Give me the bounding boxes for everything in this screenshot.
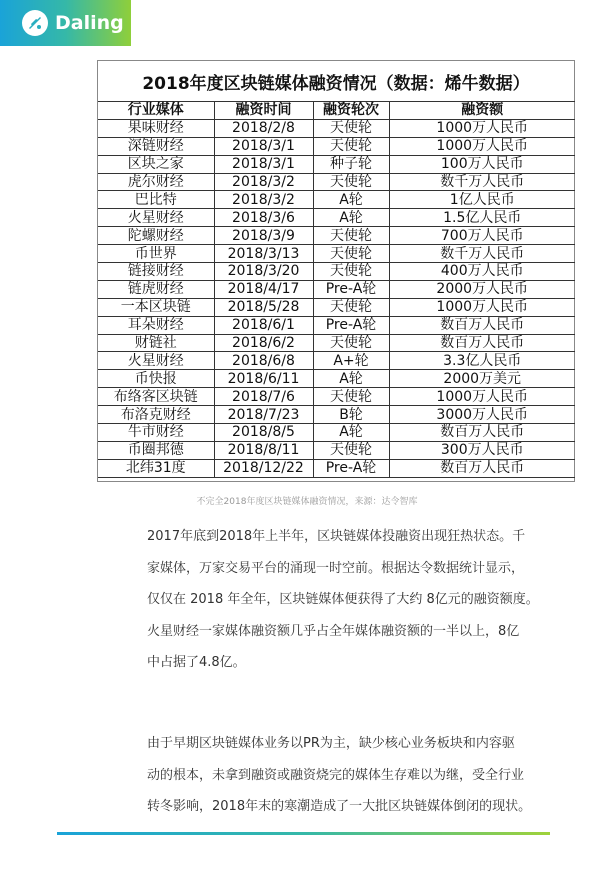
logo-icon bbox=[22, 10, 48, 36]
amount-cell: 2000万人民币 bbox=[389, 280, 575, 298]
table-row bbox=[98, 352, 575, 370]
date-cell: 2018/3/1 bbox=[214, 137, 313, 155]
table-row bbox=[98, 280, 575, 298]
table-row bbox=[98, 316, 575, 334]
round-cell: 天使轮 bbox=[313, 137, 389, 155]
round-cell: A轮 bbox=[313, 370, 389, 388]
paragraph-line: 动的根本，未拿到融资或融资烧完的媒体生存难以为继，受全行业 bbox=[147, 767, 525, 783]
date-cell: 2018/3/6 bbox=[214, 209, 313, 227]
amount-cell: 数百万人民币 bbox=[389, 334, 575, 352]
media-cell: 巴比特 bbox=[98, 191, 214, 209]
amount-cell: 1.5亿人民币 bbox=[389, 209, 575, 227]
round-cell: 天使轮 bbox=[313, 173, 389, 191]
amount-cell: 1000万人民币 bbox=[389, 137, 575, 155]
round-cell: A轮 bbox=[313, 191, 389, 209]
table-row bbox=[98, 424, 575, 442]
media-cell: 虎尔财经 bbox=[98, 173, 214, 191]
brand-logo bbox=[0, 0, 131, 46]
media-cell: 北纬31度 bbox=[98, 459, 214, 477]
table-row bbox=[98, 388, 575, 406]
round-cell: 天使轮 bbox=[313, 263, 389, 281]
financing-table-panel bbox=[97, 60, 575, 482]
paragraph-2 bbox=[147, 728, 567, 823]
footer-divider bbox=[57, 832, 550, 835]
round-cell: 天使轮 bbox=[313, 119, 389, 137]
media-cell: 深链财经 bbox=[98, 137, 214, 155]
date-cell: 2018/8/11 bbox=[214, 441, 313, 459]
date-cell: 2018/4/17 bbox=[214, 280, 313, 298]
table-header-row bbox=[98, 102, 575, 120]
date-cell: 2018/6/8 bbox=[214, 352, 313, 370]
financing-table bbox=[98, 101, 575, 478]
media-cell: 一本区块链 bbox=[98, 298, 214, 316]
paragraph-line: 家媒体，万家交易平台的涌现一时空前。根据达令数据统计显示， bbox=[147, 560, 525, 576]
paragraph-line: 2017年底到2018年上半年，区块链媒体投融资出现狂热状态。千 bbox=[147, 529, 526, 544]
column-header-amount: 融资额 bbox=[389, 102, 575, 120]
media-cell: 耳朵财经 bbox=[98, 316, 214, 334]
media-cell: 布洛克财经 bbox=[98, 406, 214, 424]
media-cell: 布络客区块链 bbox=[98, 388, 214, 406]
round-cell: A+轮 bbox=[313, 352, 389, 370]
round-cell: 天使轮 bbox=[313, 334, 389, 352]
brand-name: Daling bbox=[55, 12, 124, 34]
table-row bbox=[98, 191, 575, 209]
media-cell: 火星财经 bbox=[98, 209, 214, 227]
media-cell: 牛市财经 bbox=[98, 424, 214, 442]
table-caption: 不完全2018年度区块链媒体融资情况，来源：达令智库 bbox=[196, 497, 418, 507]
table-row bbox=[98, 263, 575, 281]
round-cell: A轮 bbox=[313, 424, 389, 442]
round-cell: Pre-A轮 bbox=[313, 316, 389, 334]
round-cell: A轮 bbox=[313, 209, 389, 227]
date-cell: 2018/7/23 bbox=[214, 406, 313, 424]
round-cell: 天使轮 bbox=[313, 227, 389, 245]
amount-cell: 数百万人民币 bbox=[389, 316, 575, 334]
amount-cell: 1000万人民币 bbox=[389, 119, 575, 137]
amount-cell: 3000万人民币 bbox=[389, 406, 575, 424]
round-cell: B轮 bbox=[313, 406, 389, 424]
round-cell: 天使轮 bbox=[313, 388, 389, 406]
paragraph-1 bbox=[147, 521, 567, 679]
amount-cell: 300万人民币 bbox=[389, 441, 575, 459]
paragraph-line: 火星财经一家媒体融资额几乎占全年媒体融资额的一半以上，8亿 bbox=[147, 623, 520, 639]
media-cell: 区块之家 bbox=[98, 155, 214, 173]
round-cell: 天使轮 bbox=[313, 245, 389, 263]
date-cell: 2018/7/6 bbox=[214, 388, 313, 406]
media-cell: 币圈邦德 bbox=[98, 441, 214, 459]
table-title: 2018年度区块链媒体融资情况（数据：烯牛数据） bbox=[98, 61, 574, 102]
table-row bbox=[98, 441, 575, 459]
round-cell: 种子轮 bbox=[313, 155, 389, 173]
date-cell: 2018/3/13 bbox=[214, 245, 313, 263]
date-cell: 2018/3/1 bbox=[214, 155, 313, 173]
amount-cell: 3.3亿人民币 bbox=[389, 352, 575, 370]
table-row bbox=[98, 137, 575, 155]
round-cell: 天使轮 bbox=[313, 298, 389, 316]
table-row bbox=[98, 406, 575, 424]
amount-cell: 1000万人民币 bbox=[389, 388, 575, 406]
date-cell: 2018/6/2 bbox=[214, 334, 313, 352]
media-cell: 火星财经 bbox=[98, 352, 214, 370]
amount-cell: 700万人民币 bbox=[389, 227, 575, 245]
table-row bbox=[98, 245, 575, 263]
table-row bbox=[98, 298, 575, 316]
column-header-date: 融资时间 bbox=[214, 102, 313, 120]
date-cell: 2018/8/5 bbox=[214, 424, 313, 442]
column-header-round: 融资轮次 bbox=[313, 102, 389, 120]
amount-cell: 数百万人民币 bbox=[389, 424, 575, 442]
date-cell: 2018/3/2 bbox=[214, 173, 313, 191]
column-header-media: 行业媒体 bbox=[98, 102, 214, 120]
date-cell: 2018/6/11 bbox=[214, 370, 313, 388]
table-row bbox=[98, 119, 575, 137]
round-cell: Pre-A轮 bbox=[313, 280, 389, 298]
paragraph-line: 仅仅在 2018 年全年，区块链媒体便获得了大约 8亿元的融资额度。 bbox=[147, 592, 539, 607]
round-cell: Pre-A轮 bbox=[313, 459, 389, 477]
amount-cell: 1000万人民币 bbox=[389, 298, 575, 316]
amount-cell: 2000万美元 bbox=[389, 370, 575, 388]
date-cell: 2018/6/1 bbox=[214, 316, 313, 334]
date-cell: 2018/3/20 bbox=[214, 263, 313, 281]
amount-cell: 400万人民币 bbox=[389, 263, 575, 281]
date-cell: 2018/5/28 bbox=[214, 298, 313, 316]
table-row bbox=[98, 155, 575, 173]
paragraph-line: 中占据了4.8亿。 bbox=[147, 655, 246, 670]
media-cell: 财链社 bbox=[98, 334, 214, 352]
amount-cell: 100万人民币 bbox=[389, 155, 575, 173]
table-row bbox=[98, 334, 575, 352]
paragraph-line: 由于早期区块链媒体业务以PR为主，缺少核心业务板块和内容驱 bbox=[147, 736, 515, 751]
media-cell: 链虎财经 bbox=[98, 280, 214, 298]
table-row bbox=[98, 459, 575, 477]
paragraph-line: 转冬影响，2018年末的寒潮造成了一大批区块链媒体倒闭的现状。 bbox=[147, 799, 532, 814]
date-cell: 2018/3/2 bbox=[214, 191, 313, 209]
table-row bbox=[98, 370, 575, 388]
date-cell: 2018/12/22 bbox=[214, 459, 313, 477]
media-cell: 币快报 bbox=[98, 370, 214, 388]
round-cell: 天使轮 bbox=[313, 441, 389, 459]
amount-cell: 数千万人民币 bbox=[389, 245, 575, 263]
table-row bbox=[98, 209, 575, 227]
date-cell: 2018/2/8 bbox=[214, 119, 313, 137]
amount-cell: 数百万人民币 bbox=[389, 459, 575, 477]
media-cell: 币世界 bbox=[98, 245, 214, 263]
media-cell: 链接财经 bbox=[98, 263, 214, 281]
media-cell: 果味财经 bbox=[98, 119, 214, 137]
date-cell: 2018/3/9 bbox=[214, 227, 313, 245]
table-row bbox=[98, 173, 575, 191]
table-body bbox=[98, 119, 575, 477]
media-cell: 陀螺财经 bbox=[98, 227, 214, 245]
amount-cell: 数千万人民币 bbox=[389, 173, 575, 191]
table-row bbox=[98, 227, 575, 245]
amount-cell: 1亿人民币 bbox=[389, 191, 575, 209]
